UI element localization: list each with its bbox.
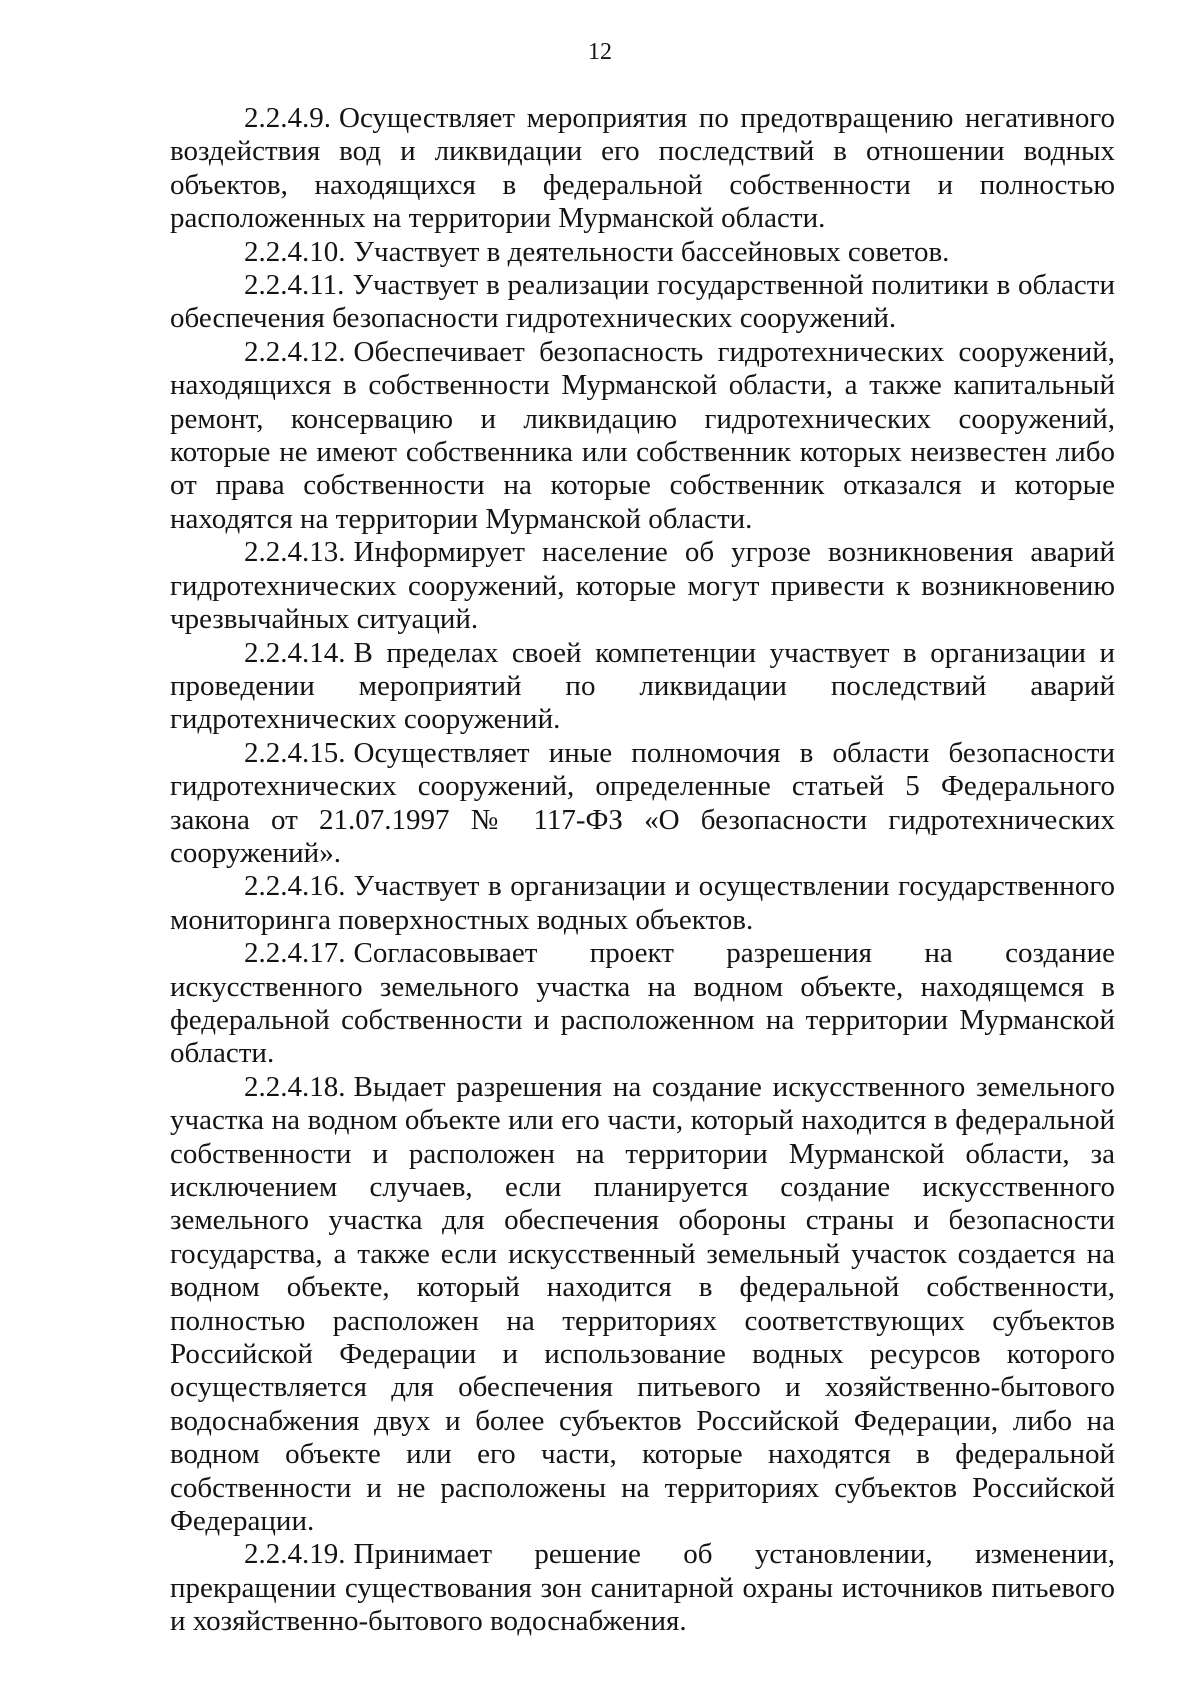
paragraph-text: В пределах своей компетенции участвует в организации и проведении мероприятий по ликвидации последствий аварий гидротехнических сооружений. [170,636,1115,736]
paragraph-number: 2.2.4.10. [244,235,346,268]
paragraph-2-2-4-18 [170,1071,1115,1539]
paragraph-2-2-4-17 [170,937,1115,1071]
paragraph-text: Согласовывает проект разрешения на создание искусственного земельного участка на водном объекте, находящемся в федеральной собственности и расположенном на территории Мурманской области. [170,937,1115,1070]
paragraph-2-2-4-15 [170,737,1115,871]
paragraph-text: Участвует в реализации государственной политики в области обеспечения безопасности гидротехнических сооружений. [170,269,1115,335]
page-number: 12 [588,39,612,65]
paragraph-text: Принимает решение об установлении, изменении, прекращении существования зон санитарной охраны источников питьевого и хозяйственно-бытового водоснабжения. [170,1538,1115,1638]
paragraph-text: Информирует население об угрозе возникновения аварий гидротехнических сооружений, которые могут привести к возникновению чрезвычайных ситуаций. [170,536,1115,636]
paragraph-2-2-4-12 [170,336,1115,536]
paragraph-number: 2.2.4.16. [244,870,346,903]
paragraph-text: Выдает разрешения на создание искусственного земельного участка на водном объекте или его части, который находится в федеральной собственности и расположен на территории Мурманской области, за исключением случаев, если планируется создание искусственного земельного участка для обеспечения обороны страны и безопасности государства, а также если искусственный земельный участок создается на водном объекте, который находится в федеральной собственности, полностью расположен на территориях соответствующих субъектов Российской Федерации и использование водных ресурсов которого осуществляется для обеспечения питьевого и хозяйственно-бытового водоснабжения двух и более субъектов Российской Федерации, либо на водном объекте или его части, которые находятся в федеральной собственности и не расположены на территориях субъектов Российской Федерации. [170,1070,1115,1538]
paragraph-2-2-4-11 [170,269,1115,336]
paragraph-text: Участвует в организации и осуществлении государственного мониторинга поверхностных водных объектов. [170,870,1115,936]
paragraph-2-2-4-10 [170,236,1115,269]
paragraph-number: 2.2.4.19. [244,1538,346,1571]
paragraph-number: 2.2.4.15. [244,736,346,769]
paragraph-text: Осуществляет иные полномочия в области безопасности гидротехнических сооружений, определенные статьей 5 Федерального закона от 21.07.1997 № 117-ФЗ «О безопасности гидротехнических сооружений». [170,736,1115,869]
paragraph-2-2-4-16 [170,870,1115,937]
paragraph-2-2-4-14 [170,637,1115,737]
paragraph-text: Осуществляет мероприятия по предотвращению негативного воздействия вод и ликвидации его последствий в отношении водных объектов, находящихся в федеральной собственности и полностью расположенных на территории Мурманской области. [170,102,1115,235]
paragraph-number: 2.2.4.14. [244,636,346,669]
paragraph-number: 2.2.4.13. [244,536,346,569]
paragraph-number: 2.2.4.12. [244,335,346,368]
paragraph-number: 2.2.4.17. [244,937,346,970]
paragraph-number: 2.2.4.11. [244,269,345,302]
paragraph-number: 2.2.4.9. [244,102,331,134]
paragraph-2-2-4-19 [170,1538,1115,1638]
paragraph-text: Обеспечивает безопасность гидротехнических сооружений, находящихся в собственности Мурманской области, а также капитальный ремонт, консервацию и ликвидацию гидротехнических сооружений, которые не имеют собственника или собственник которых неизвестен либо от права собственности на которые собственник отказался и которые находятся на территории Мурманской области. [170,335,1115,535]
paragraph-text: Участвует в деятельности бассейновых советов. [353,235,950,268]
paragraph-number: 2.2.4.18. [244,1070,346,1103]
paragraph-2-2-4-13 [170,536,1115,636]
paragraph-2-2-4-9 [170,102,1115,236]
document-body [170,102,1115,1639]
